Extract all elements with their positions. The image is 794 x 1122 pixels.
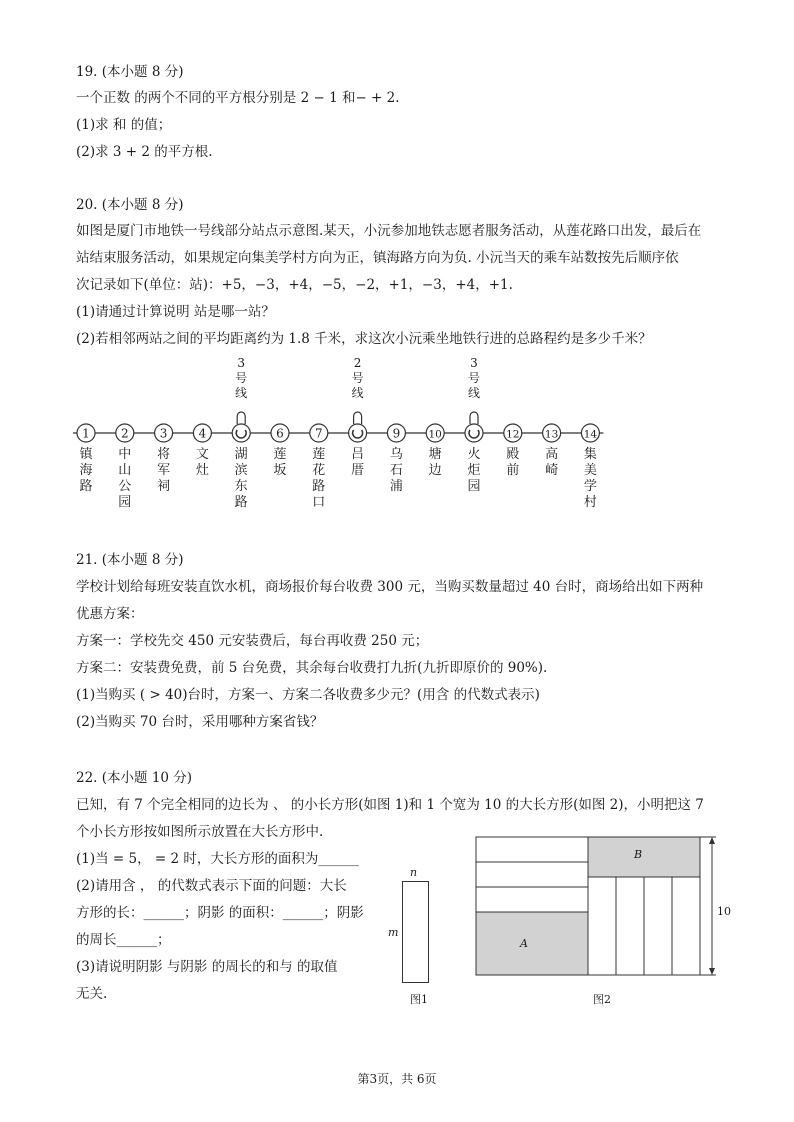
q19-part2: (2)求 3 + 2 的平方根.	[76, 144, 213, 160]
q21-part1: (1)当购买 ( > 40)台时，方案一、方案二各收费多少元？(用含 的代数式表示)	[76, 687, 540, 703]
station-number: 3	[159, 426, 168, 441]
transfer-line-tag: 3 号 线	[467, 356, 480, 400]
q20-part2: (2)若相邻两站之间的平均距离约为 1.8 千米，求这次小沅乘坐地铁行进的总路程约是多少千米？	[76, 331, 652, 347]
q22-part3-line1: (3)请说明阴影 与阴影 的周长的和与 的取值	[76, 959, 338, 975]
q22-stem-line1: 已知，有 7 个完全相同的边长为 、 的小长方形(如图 1)和 1 个宽为 10 的大长方形(如图 2)，小明把这 7	[76, 797, 704, 813]
figure-1-caption: 图1	[410, 993, 428, 1006]
station-number: 10	[428, 428, 442, 441]
transfer-line-tag: 2 号 线	[351, 356, 364, 400]
q22-part2-line1: (2)请用含 ， 的代数式表示下面的问题：大长	[76, 878, 347, 894]
station-number: 4	[198, 426, 207, 441]
station-name: 殿 前	[506, 447, 520, 478]
page-footer: 第3页，共 6页	[357, 1072, 437, 1086]
q20-header: 20. (本小题 8 分)	[76, 197, 184, 213]
station-number: 9	[392, 426, 401, 441]
shaded-region-a	[476, 912, 588, 975]
q20-stem-line3: 次记录如下(单位：站)：+5，−3，+4，−5，−2，+1，−3，+4，+1.	[76, 277, 513, 293]
q21-stem-line2: 优惠方案：	[76, 606, 144, 622]
station-name: 中 山 公 园	[118, 447, 132, 510]
station-number: 14	[583, 428, 598, 441]
q21-part2: (2)当购买 70 台时，采用哪种方案省钱？	[76, 714, 324, 730]
label-m: m	[388, 926, 399, 939]
station-name: 莲 坂	[273, 447, 287, 478]
transfer-line-tag: 3 号 线	[235, 356, 248, 400]
q21-plan1: 方案一：学校先交 450 元安装费后，每台再收费 250 元；	[76, 633, 429, 649]
q20-part1: (1)请通过计算说明 站是哪一站？	[76, 304, 275, 320]
station-name: 湖 滨 东 路	[234, 447, 248, 510]
q21-header: 21. (本小题 8 分)	[76, 552, 184, 568]
figure-2-big-rectangle	[470, 832, 730, 982]
q22-part3-line2: 无关.	[76, 986, 108, 1002]
station-number: 6	[276, 426, 284, 441]
station-number: 1	[82, 426, 90, 441]
q22-part2-line2: 方形的长：______；阴影 的面积：______；阴影	[76, 905, 364, 921]
station-number: 13	[544, 428, 559, 441]
q19-header: 19. (本小题 8 分)	[76, 64, 184, 80]
figure-1-small-rectangle	[402, 881, 429, 983]
q21-stem-line1: 学校计划给每班安装直饮水机，商场报价每台收费 300 元，当购买数量超过 40 台时，商场给出如下两种	[76, 579, 704, 595]
label-n: n	[410, 866, 418, 879]
q22-header: 22. (本小题 10 分)	[76, 770, 193, 786]
station-name: 镇 海 路	[79, 447, 93, 494]
station-name: 吕 厝	[351, 447, 365, 478]
q21-plan2: 方案二：安装费免费，前 5 台免费，其余每台收费打九折(九折即原价的 90%).	[76, 660, 548, 676]
station-number: 2	[120, 426, 129, 441]
q22-part1: (1)当 = 5， = 2 时，大长方形的面积为______	[76, 851, 359, 867]
label-width-10: 10	[717, 905, 731, 918]
q22-part2-line3: 的周长______；	[76, 932, 171, 948]
shaded-region-b	[588, 837, 700, 877]
station-name: 莲 花 路 口	[312, 447, 326, 510]
q19-part1: (1)求 和 的值；	[76, 117, 172, 133]
label-b: B	[634, 848, 643, 861]
q22-stem-line2: 个小长方形按如图所示放置在大长方形中.	[76, 824, 324, 840]
label-a: A	[520, 937, 528, 950]
station-name: 乌 石 浦	[389, 447, 403, 494]
q19-stem: 一个正数 的两个不同的平方根分别是 2 − 1 和− + 2.	[76, 90, 400, 106]
station-name: 火 炬 园	[467, 447, 481, 494]
station-name: 高 崎	[545, 447, 559, 478]
q20-stem-line1: 如图是厦门市地铁一号线部分站点示意图.某天，小沅参加地铁志愿者服务活动，从莲花路口出发，最后在	[76, 223, 702, 239]
station-name: 将 军 祠	[157, 447, 171, 494]
station-name: 集 美 学 村	[583, 447, 597, 510]
q20-stem-line2: 站结束服务活动，如果规定向集美学村方向为正，镇海路方向为负. 小沅当天的乘车站数按先后顺序依	[76, 250, 679, 266]
figure-2-caption: 图2	[593, 993, 611, 1006]
station-name: 塘 边	[428, 447, 442, 478]
station-name: 文 灶	[195, 447, 209, 478]
station-number: 7	[314, 426, 323, 441]
station-number: 12	[506, 428, 520, 441]
